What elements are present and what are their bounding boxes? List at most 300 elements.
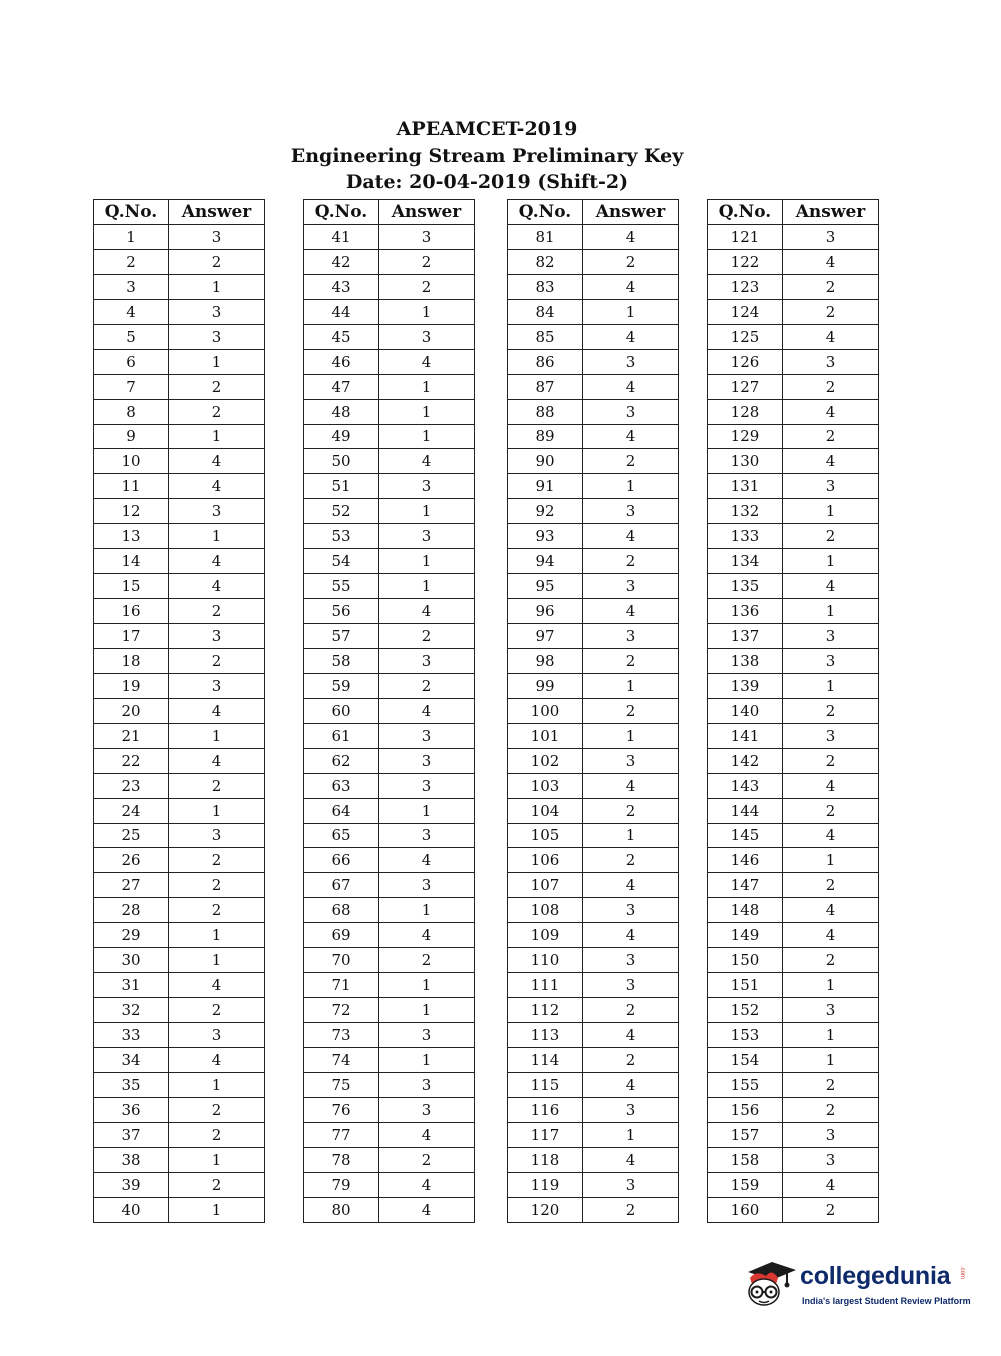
- table-row: [708, 299, 879, 324]
- answer-cell: 4: [583, 773, 679, 798]
- table-row: [304, 773, 475, 798]
- answer-cell: 3: [379, 524, 475, 549]
- answer-cell: 3: [783, 624, 879, 649]
- answer-cell: 3: [783, 474, 879, 499]
- table-row: [304, 823, 475, 848]
- table-row: [94, 225, 265, 250]
- question-number-cell: 53: [304, 524, 379, 549]
- brand-tagline: India's largest Student Review Platform: [802, 1296, 971, 1306]
- answer-cell: 1: [379, 798, 475, 823]
- question-number-cell: 143: [708, 773, 783, 798]
- answer-cell: 1: [379, 1047, 475, 1072]
- question-number-cell: 73: [304, 1023, 379, 1048]
- answer-cell: 1: [379, 574, 475, 599]
- table-row: [94, 923, 265, 948]
- table-row: [708, 449, 879, 474]
- table-row: [708, 524, 879, 549]
- table-row: [94, 848, 265, 873]
- question-number-cell: 123: [708, 274, 783, 299]
- answer-cell: 4: [583, 374, 679, 399]
- table-row: [508, 349, 679, 374]
- question-number-cell: 49: [304, 424, 379, 449]
- table-row: [94, 299, 265, 324]
- question-number-cell: 85: [508, 324, 583, 349]
- answer-cell: 2: [583, 698, 679, 723]
- answer-cell: 2: [783, 873, 879, 898]
- table-row: [508, 898, 679, 923]
- table-row: [94, 599, 265, 624]
- question-number-cell: 126: [708, 349, 783, 374]
- answer-cell: 2: [169, 998, 265, 1023]
- question-number-cell: 137: [708, 624, 783, 649]
- question-number-cell: 20: [94, 698, 169, 723]
- answer-cell: 3: [169, 324, 265, 349]
- table-row: [708, 225, 879, 250]
- question-number-cell: 3: [94, 274, 169, 299]
- answer-cell: 2: [169, 399, 265, 424]
- answer-cell: 2: [583, 449, 679, 474]
- answer-cell: 3: [583, 499, 679, 524]
- table-row: [508, 1147, 679, 1172]
- question-number-cell: 19: [94, 673, 169, 698]
- table-row: [508, 1047, 679, 1072]
- question-number-cell: 61: [304, 723, 379, 748]
- answer-cell: 1: [379, 549, 475, 574]
- answer-cell: 3: [783, 225, 879, 250]
- qno-header: Q.No.: [708, 200, 783, 225]
- answer-cell: 3: [783, 648, 879, 673]
- question-number-cell: 24: [94, 798, 169, 823]
- question-number-cell: 38: [94, 1147, 169, 1172]
- question-number-cell: 156: [708, 1097, 783, 1122]
- table-row: [304, 499, 475, 524]
- table-row: [708, 998, 879, 1023]
- table-row: [708, 673, 879, 698]
- table-row: [94, 1147, 265, 1172]
- question-number-cell: 134: [708, 549, 783, 574]
- table-row: [708, 923, 879, 948]
- question-number-cell: 101: [508, 723, 583, 748]
- table-row: [708, 1023, 879, 1048]
- table-row: [508, 424, 679, 449]
- question-number-cell: 91: [508, 474, 583, 499]
- answer-cell: 2: [583, 1197, 679, 1222]
- answer-cell: 2: [169, 1097, 265, 1122]
- question-number-cell: 132: [708, 499, 783, 524]
- question-number-cell: 95: [508, 574, 583, 599]
- answer-cell: 4: [783, 898, 879, 923]
- answer-cell: 2: [583, 998, 679, 1023]
- table-header-row: [94, 200, 265, 225]
- table-row: [94, 1047, 265, 1072]
- question-number-cell: 41: [304, 225, 379, 250]
- question-number-cell: 88: [508, 399, 583, 424]
- table-row: [508, 225, 679, 250]
- collegedunia-logo: [742, 1254, 972, 1314]
- table-row: [304, 274, 475, 299]
- table-row: [708, 574, 879, 599]
- table-row: [94, 798, 265, 823]
- table-row: [508, 748, 679, 773]
- answer-cell: 2: [169, 249, 265, 274]
- answer-cell: 4: [169, 549, 265, 574]
- collegedunia-mascot-icon: [742, 1254, 800, 1312]
- question-number-cell: 43: [304, 274, 379, 299]
- answer-cell: 3: [783, 1147, 879, 1172]
- table-row: [94, 499, 265, 524]
- answer-cell: 4: [783, 324, 879, 349]
- question-number-cell: 75: [304, 1072, 379, 1097]
- answer-cell: 3: [783, 1122, 879, 1147]
- qno-header: Q.No.: [304, 200, 379, 225]
- answer-cell: 4: [169, 474, 265, 499]
- answer-cell: 2: [783, 374, 879, 399]
- answer-cell: 4: [783, 449, 879, 474]
- table-row: [304, 374, 475, 399]
- question-number-cell: 124: [708, 299, 783, 324]
- answer-table-1: [93, 199, 265, 1223]
- question-number-cell: 64: [304, 798, 379, 823]
- table-row: [508, 823, 679, 848]
- table-row: [708, 873, 879, 898]
- question-number-cell: 71: [304, 973, 379, 998]
- question-number-cell: 67: [304, 873, 379, 898]
- table-row: [94, 948, 265, 973]
- table-row: [708, 374, 879, 399]
- question-number-cell: 15: [94, 574, 169, 599]
- question-number-cell: 117: [508, 1122, 583, 1147]
- answer-cell: 1: [169, 723, 265, 748]
- table-row: [508, 499, 679, 524]
- table-row: [94, 1072, 265, 1097]
- table-row: [508, 399, 679, 424]
- answer-cell: 2: [169, 773, 265, 798]
- table-row: [94, 449, 265, 474]
- table-row: [304, 1122, 475, 1147]
- answer-cell: 4: [583, 324, 679, 349]
- table-header-row: [708, 200, 879, 225]
- answer-cell: 4: [783, 823, 879, 848]
- answer-cell: 3: [583, 574, 679, 599]
- question-number-cell: 7: [94, 374, 169, 399]
- question-number-cell: 12: [94, 499, 169, 524]
- table-row: [508, 299, 679, 324]
- question-number-cell: 90: [508, 449, 583, 474]
- answer-cell: 4: [169, 698, 265, 723]
- answer-cell: 1: [379, 399, 475, 424]
- question-number-cell: 77: [304, 1122, 379, 1147]
- answer-cell: 3: [169, 823, 265, 848]
- answer-cell: 2: [583, 848, 679, 873]
- question-number-cell: 159: [708, 1172, 783, 1197]
- table-row: [708, 549, 879, 574]
- table-row: [304, 1047, 475, 1072]
- question-number-cell: 39: [94, 1172, 169, 1197]
- table-row: [94, 998, 265, 1023]
- question-number-cell: 22: [94, 748, 169, 773]
- answer-cell: 4: [783, 773, 879, 798]
- table-row: [304, 898, 475, 923]
- question-number-cell: 127: [708, 374, 783, 399]
- question-number-cell: 104: [508, 798, 583, 823]
- question-number-cell: 93: [508, 524, 583, 549]
- table-row: [508, 549, 679, 574]
- answer-cell: 1: [379, 424, 475, 449]
- table-row: [508, 599, 679, 624]
- answer-cell: 4: [583, 225, 679, 250]
- table-row: [94, 723, 265, 748]
- question-number-cell: 14: [94, 549, 169, 574]
- question-number-cell: 68: [304, 898, 379, 923]
- answer-cell: 1: [169, 1072, 265, 1097]
- answer-cell: 3: [379, 474, 475, 499]
- table-row: [304, 923, 475, 948]
- table-row: [508, 574, 679, 599]
- answer-cell: 3: [379, 648, 475, 673]
- table-row: [304, 723, 475, 748]
- answer-cell: 1: [783, 673, 879, 698]
- question-number-cell: 87: [508, 374, 583, 399]
- question-number-cell: 125: [708, 324, 783, 349]
- question-number-cell: 56: [304, 599, 379, 624]
- answer-cell: 1: [169, 524, 265, 549]
- document-date: Date: 20-04-2019 (Shift-2): [345, 171, 629, 193]
- table-row: [508, 474, 679, 499]
- answer-cell: 4: [379, 349, 475, 374]
- qno-header: Q.No.: [508, 200, 583, 225]
- question-number-cell: 36: [94, 1097, 169, 1122]
- question-number-cell: 122: [708, 249, 783, 274]
- answer-cell: 4: [379, 1122, 475, 1147]
- question-number-cell: 129: [708, 424, 783, 449]
- table-row: [304, 424, 475, 449]
- table-row: [94, 1197, 265, 1222]
- question-number-cell: 70: [304, 948, 379, 973]
- answer-table-4: [707, 199, 879, 1223]
- answer-cell: 1: [169, 1147, 265, 1172]
- question-number-cell: 42: [304, 249, 379, 274]
- table-row: [94, 249, 265, 274]
- answer-cell: 4: [783, 1172, 879, 1197]
- question-number-cell: 13: [94, 524, 169, 549]
- question-number-cell: 54: [304, 549, 379, 574]
- table-row: [304, 624, 475, 649]
- answer-cell: 3: [169, 624, 265, 649]
- table-row: [508, 673, 679, 698]
- question-number-cell: 55: [304, 574, 379, 599]
- answer-cell: 1: [379, 374, 475, 399]
- answer-cell: 2: [169, 898, 265, 923]
- answer-cell: 4: [169, 449, 265, 474]
- table-row: [708, 499, 879, 524]
- answer-cell: 4: [583, 1072, 679, 1097]
- question-number-cell: 23: [94, 773, 169, 798]
- table-row: [708, 1072, 879, 1097]
- table-row: [304, 524, 475, 549]
- table-row: [508, 973, 679, 998]
- question-number-cell: 47: [304, 374, 379, 399]
- table-row: [94, 574, 265, 599]
- answer-header: Answer: [379, 200, 475, 225]
- table-row: [94, 1122, 265, 1147]
- table-row: [304, 349, 475, 374]
- table-row: [708, 723, 879, 748]
- answer-cell: 4: [169, 1047, 265, 1072]
- table-row: [94, 399, 265, 424]
- question-number-cell: 119: [508, 1172, 583, 1197]
- answer-cell: 3: [583, 748, 679, 773]
- answer-cell: 2: [783, 1197, 879, 1222]
- table-row: [508, 998, 679, 1023]
- question-number-cell: 110: [508, 948, 583, 973]
- table-row: [94, 748, 265, 773]
- question-number-cell: 52: [304, 499, 379, 524]
- table-row: [304, 449, 475, 474]
- question-number-cell: 17: [94, 624, 169, 649]
- answer-cell: 1: [379, 499, 475, 524]
- answer-cell: 4: [379, 1197, 475, 1222]
- table-row: [304, 748, 475, 773]
- question-number-cell: 102: [508, 748, 583, 773]
- qno-header: Q.No.: [94, 200, 169, 225]
- question-number-cell: 50: [304, 449, 379, 474]
- question-number-cell: 62: [304, 748, 379, 773]
- question-number-cell: 135: [708, 574, 783, 599]
- answer-cell: 3: [583, 349, 679, 374]
- table-row: [94, 424, 265, 449]
- table-row: [94, 898, 265, 923]
- answer-cell: 1: [583, 823, 679, 848]
- answer-cell: 3: [583, 1172, 679, 1197]
- table-row: [304, 1023, 475, 1048]
- answer-cell: 4: [783, 249, 879, 274]
- question-number-cell: 10: [94, 449, 169, 474]
- question-number-cell: 74: [304, 1047, 379, 1072]
- answer-cell: 4: [583, 274, 679, 299]
- table-row: [708, 599, 879, 624]
- answer-cell: 2: [583, 798, 679, 823]
- question-number-cell: 152: [708, 998, 783, 1023]
- question-number-cell: 107: [508, 873, 583, 898]
- answer-cell: 2: [379, 673, 475, 698]
- answer-cell: 2: [169, 873, 265, 898]
- table-row: [508, 1122, 679, 1147]
- answer-cell: 3: [169, 499, 265, 524]
- question-number-cell: 144: [708, 798, 783, 823]
- table-row: [304, 873, 475, 898]
- question-number-cell: 2: [94, 249, 169, 274]
- question-number-cell: 60: [304, 698, 379, 723]
- table-row: [508, 374, 679, 399]
- table-row: [304, 1197, 475, 1222]
- question-number-cell: 83: [508, 274, 583, 299]
- table-row: [708, 424, 879, 449]
- question-number-cell: 81: [508, 225, 583, 250]
- answer-header: Answer: [169, 200, 265, 225]
- answer-cell: 4: [583, 424, 679, 449]
- answer-cell: 1: [583, 723, 679, 748]
- question-number-cell: 139: [708, 673, 783, 698]
- question-number-cell: 84: [508, 299, 583, 324]
- answer-cell: 4: [379, 923, 475, 948]
- answer-cell: 3: [783, 723, 879, 748]
- answer-cell: 2: [379, 1147, 475, 1172]
- table-row: [708, 748, 879, 773]
- answer-cell: 2: [783, 748, 879, 773]
- answer-cell: 1: [783, 599, 879, 624]
- table-row: [304, 1172, 475, 1197]
- answer-cell: 2: [783, 524, 879, 549]
- question-number-cell: 116: [508, 1097, 583, 1122]
- table-row: [708, 823, 879, 848]
- question-number-cell: 94: [508, 549, 583, 574]
- answer-cell: 4: [583, 1023, 679, 1048]
- question-number-cell: 8: [94, 399, 169, 424]
- table-row: [94, 374, 265, 399]
- question-number-cell: 145: [708, 823, 783, 848]
- question-number-cell: 133: [708, 524, 783, 549]
- table-row: [94, 549, 265, 574]
- answer-cell: 4: [783, 923, 879, 948]
- answer-cell: 1: [169, 424, 265, 449]
- answer-cell: 3: [169, 673, 265, 698]
- question-number-cell: 114: [508, 1047, 583, 1072]
- table-row: [508, 624, 679, 649]
- question-number-cell: 151: [708, 973, 783, 998]
- document-title: APEAMCET-2019: [396, 118, 578, 140]
- table-row: [304, 1147, 475, 1172]
- document-subtitle: Engineering Stream Preliminary Key: [290, 144, 684, 167]
- answer-cell: 4: [169, 748, 265, 773]
- table-row: [708, 848, 879, 873]
- question-number-cell: 28: [94, 898, 169, 923]
- question-number-cell: 35: [94, 1072, 169, 1097]
- question-number-cell: 98: [508, 648, 583, 673]
- brand-domain-suffix: .com: [959, 1266, 965, 1280]
- answer-cell: 3: [783, 998, 879, 1023]
- table-row: [508, 449, 679, 474]
- answer-cell: 3: [379, 873, 475, 898]
- table-row: [508, 873, 679, 898]
- question-number-cell: 97: [508, 624, 583, 649]
- table-row: [708, 1197, 879, 1222]
- table-row: [708, 1097, 879, 1122]
- answer-cell: 2: [783, 698, 879, 723]
- table-row: [508, 798, 679, 823]
- answer-cell: 4: [583, 1147, 679, 1172]
- question-number-cell: 16: [94, 599, 169, 624]
- question-number-cell: 157: [708, 1122, 783, 1147]
- question-number-cell: 18: [94, 648, 169, 673]
- question-number-cell: 131: [708, 474, 783, 499]
- table-row: [304, 973, 475, 998]
- question-number-cell: 136: [708, 599, 783, 624]
- question-number-cell: 69: [304, 923, 379, 948]
- question-number-cell: 48: [304, 399, 379, 424]
- document-heading: [0, 116, 974, 196]
- table-row: [304, 648, 475, 673]
- question-number-cell: 26: [94, 848, 169, 873]
- answer-cell: 1: [169, 948, 265, 973]
- answer-cell: 2: [169, 599, 265, 624]
- answer-cell: 3: [783, 349, 879, 374]
- question-number-cell: 121: [708, 225, 783, 250]
- answer-cell: 2: [583, 648, 679, 673]
- table-row: [508, 698, 679, 723]
- answer-cell: 2: [379, 249, 475, 274]
- table-row: [508, 773, 679, 798]
- question-number-cell: 29: [94, 923, 169, 948]
